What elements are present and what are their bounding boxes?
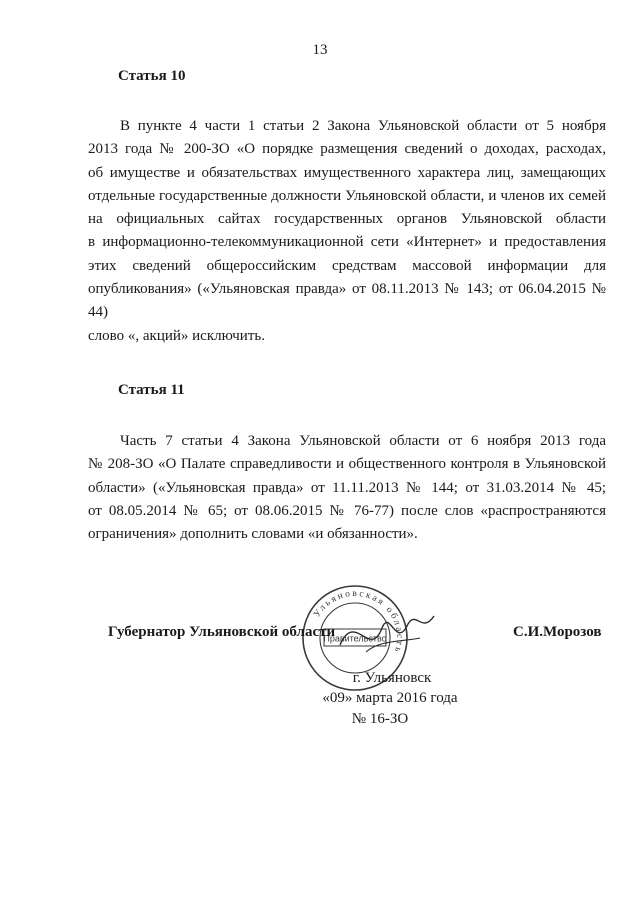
article-11-line: от 08.05.2014 № 65; от 08.06.2015 № 76-77) после слов «распространяются (88, 502, 606, 519)
article-10-line: об имуществе и обязательствах имущественного характера лиц, замещающих (88, 164, 606, 181)
article-11-paragraph (88, 430, 606, 546)
article-10-line: 2013 года № 200-ЗО «О порядке размещения сведений о доходах, расходах, (88, 141, 606, 158)
article-11-line: ограничения» дополнить словами «и обязанности». (88, 526, 418, 543)
place-date: «09» марта 2016 года (322, 690, 458, 706)
handwritten-signature (330, 590, 450, 670)
law-number: № 16-ЗО (351, 711, 409, 727)
article-11-line: № 208-ЗО «О Палате справедливости и общественного контроля в Ульяновской (88, 456, 606, 473)
governor-name: С.И.Морозов (513, 624, 602, 640)
article-11-line: Часть 7 статьи 4 Закона Ульяновской области от 6 ноября 2013 года (120, 433, 606, 449)
article-10-line: слово «, акций» исключить. (88, 327, 265, 344)
place-city: г. Ульяновск (352, 670, 432, 686)
article-11-line: области» («Ульяновская правда» от 11.11.2013 № 144; от 31.03.2014 № 45; (88, 479, 606, 496)
article-10-paragraph (88, 115, 606, 348)
article-10-line: отдельные государственные должности Ульяновской области, и членов их семей (88, 187, 606, 204)
seal-ring-text: Ульяновская область (312, 588, 405, 655)
article-10-line: в информационно-телекоммуникационной сети «Интернет» и предоставления (88, 234, 606, 251)
seal-center-text: Правительство (323, 633, 387, 644)
article-10-heading: Статья 10 (118, 68, 186, 84)
article-10-line: опубликования» («Ульяновская правда» от 08.11.2013 № 143; от 06.04.2015 № 44) (88, 281, 606, 321)
governor-title: Губернатор Ульяновской области (108, 624, 336, 640)
article-10-line: В пункте 4 части 1 статьи 2 Закона Ульяновской области от 5 ноября (120, 118, 606, 134)
article-11-heading: Статья 11 (118, 382, 185, 398)
page-number: 13 (312, 42, 328, 58)
article-10-line: этих сведений общероссийским средствам массовой информации для (88, 257, 606, 274)
article-10-line: на официальных сайтах государственных органов Ульяновской области (88, 211, 606, 228)
